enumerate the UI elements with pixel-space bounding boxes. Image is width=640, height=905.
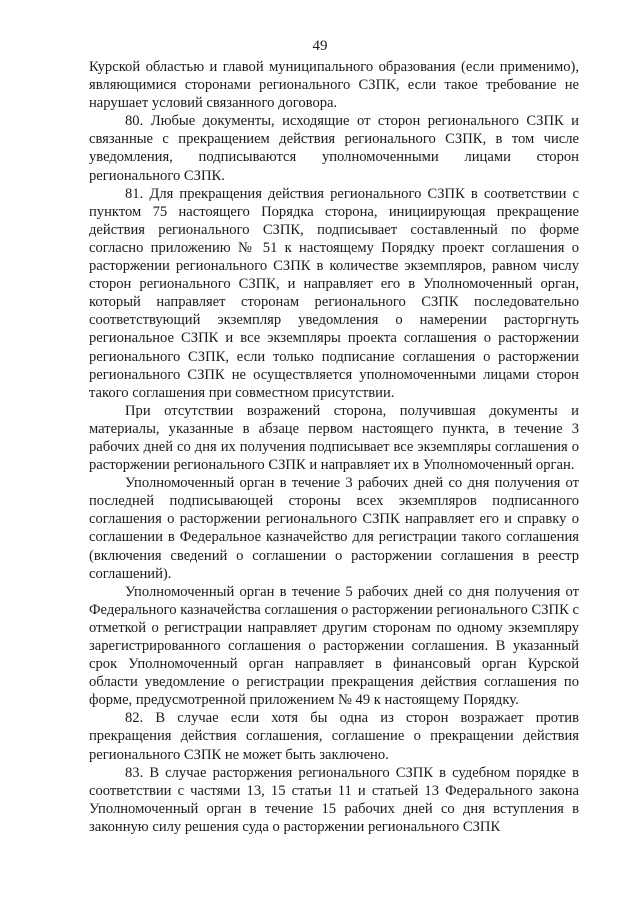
paragraph-clause-83: 83. В случае расторжения регионального СЗПК в судебном порядке в соответствии с частями 13, 15 статьи 11 и статьей 13 Федерального закона Уполномоченный орган в течение 15 рабочих дней со дня вступления в законную силу решения суда о расторжении регионального СЗПК — [89, 764, 579, 835]
paragraph-continuation: Курской областью и главой муниципального образования (если применимо), являющимися сторонами регионального СЗПК, если такое требование не нарушает условий связанного договора. — [89, 59, 579, 112]
document-body — [89, 58, 579, 836]
paragraph-clause-81: 81. Для прекращения действия регионального СЗПК в соответствии с пунктом 75 настоящего Порядка сторона, инициирующая прекращение действия регионального СЗПК, подписывает составленный по форме согласно приложению № 51 к настоящему Порядку проект соглашения о расторжении регионального СЗПК в количестве экземпляров, равном числу сторон регионального СЗПК, и направляет его в Уполномоченный орган, который направляет сторонам регионального СЗПК последовательно соответствующий экземпляр уведомления о намерении расторгнуть региональное СЗПК и все экземпляры проекта соглашения о расторжении регионального СЗПК, если только подписание соглашения о расторжении регионального СЗПК не осуществляется уполномоченными лицами сторон такого соглашения при совместном присутствии. — [89, 185, 579, 401]
page-number: 49 — [312, 38, 328, 54]
paragraph-clause-82: 82. В случае если хотя бы одна из сторон возражает против прекращения действия соглашения, соглашение о прекращении действия регионального СЗПК не может быть заключено. — [89, 710, 579, 763]
paragraph-clause-80: 80. Любые документы, исходящие от сторон регионального СЗПК и связанные с прекращением действия регионального СЗПК, в том числе уведомления, подписываются уполномоченными лицами сторон регионального СЗПК. — [89, 113, 579, 184]
paragraph-no-objections: При отсутствии возражений сторона, получившая документы и материалы, указанные в абзаце первом настоящего пункта, в течение 3 рабочих дней со дня их получения подписывает все экземпляры соглашения о расторжении регионального СЗПК и направляет их в Уполномоченный орган. — [89, 402, 579, 474]
paragraph-registration-notice: Уполномоченный орган в течение 5 рабочих дней со дня получения от Федерального казначейства соглашения о расторжении регионального СЗПК с отметкой о регистрации направляет другим сторонам по одному экземпляру зарегистрированного соглашения о расторжении соглашения. В указанный срок Уполномоченный орган направляет в финансовый орган Курской области уведомление о регистрации прекращения действия соглашения по форме, предусмотренной приложением № 49 к настоящему Порядку. — [89, 583, 579, 709]
paragraph-treasury-submission: Уполномоченный орган в течение 3 рабочих дней со дня получения от последней подписывающей стороны всех экземпляров подписанного соглашения о расторжении регионального СЗПК направляет его и справку о соглашении в Федеральное казначейство для регистрации такого соглашения (включения сведений о соглашении о расторжении соглашения в реестр соглашений). — [89, 475, 579, 582]
